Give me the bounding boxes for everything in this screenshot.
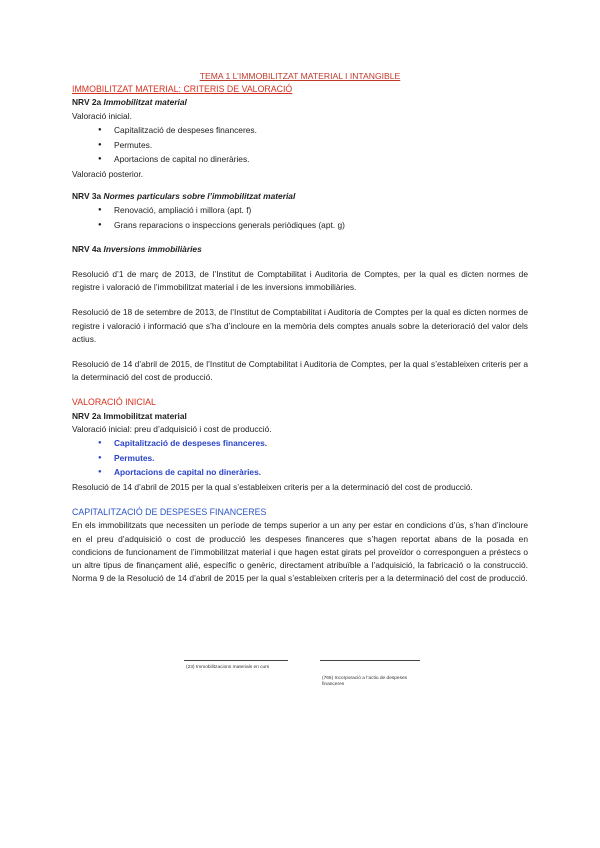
paragraph-resolucio-2013-setembre: Resolució de 18 de setembre de 2013, de l’Institut de Comptabilitat i Auditoria de Comptes per la qual es dicten normes de registre i valoració i informació que s’ha d’incloure en la memòria dels comptes anuals sobre la deterioració del valor dels actius. — [72, 307, 528, 344]
nrv2a-prefix: NRV 2a — [72, 97, 102, 108]
section-heading-capitalitzacio: CAPITALITZACIÓ DE DESPESES FINANCERES — [72, 507, 267, 518]
list-item: ● Renovació, ampliació i millora (apt. f) — [102, 204, 528, 217]
list-item: ● Permutes. — [102, 139, 528, 152]
t-account-left-label: (23) Immobilitzacions materials en curs — [186, 665, 270, 670]
document-title: TEMA 1 L’IMMOBILITZAT MATERIAL I INTANGIBLE — [199, 71, 401, 81]
list-item: ● Capitalització de despeses financeres. — [102, 437, 528, 450]
t-account-right-line — [320, 660, 420, 661]
paragraph-resolucio-2015: Resolució de 14 d’abril de 2015, de l’Institut de Comptabilitat i Auditoria de Comptes, per la qual s’estableixen criteris per a la determinació del cost de producció. — [72, 358, 528, 383]
nrv3a-prefix: NRV 3a — [72, 191, 102, 202]
nrv2a-initial: Valoració inicial. — [72, 110, 132, 121]
nrv4a-heading — [72, 243, 528, 256]
list-item: ● Capitalització de despeses financeres. — [102, 124, 528, 137]
nrv4a-prefix: NRV 4a — [72, 243, 102, 254]
nrv3a-list — [72, 204, 528, 232]
list-item: ● Aportacions de capital no dineràries. — [102, 466, 528, 479]
list-item: ● Permutes. — [102, 452, 528, 465]
list-item: ● Aportacions de capital no dineràries. — [102, 153, 528, 166]
nrv3a-heading — [72, 190, 528, 203]
nrv2a-list — [72, 124, 528, 167]
nrv3a-label: Normes particulars sobre l’immobilitzat material — [103, 191, 296, 202]
nrv2a-posterior: Valoració posterior. — [72, 168, 144, 179]
nrv2a-label: Immobilitzat material — [103, 97, 187, 108]
list-item: ● Grans reparacions o inspeccions generals periòdiques (apt. g) — [102, 219, 528, 232]
paragraph-resolucio-2013-marc: Resolució d’1 de març de 2013, de l’Institut de Comptabilitat i Auditoria de Comptes, per la qual es dicten normes de registre i valoració de l’immobilitzat material i de les inversions immobiliàries. — [72, 268, 528, 293]
section2-list — [72, 437, 528, 480]
section2-closing: Resolució de 14 d’abril de 2015 per la qual s’estableixen criteris per a la determinació del cost de producció. — [72, 482, 473, 493]
section2-intro: Valoració inicial: preu d’adquisició i cost de producció. — [72, 423, 272, 434]
section2-nrv-label: NRV 2a Immobilitzat material — [72, 410, 187, 421]
nrv4a-label: Inversions immobiliàries — [103, 243, 202, 254]
document-page — [72, 70, 528, 586]
nrv2a-heading — [72, 96, 528, 109]
t-account-right-label: (765) Incorporació a l’actiu de despeses financeres — [322, 676, 408, 687]
t-account-left-line — [184, 660, 288, 661]
section-heading-criteris: IMMOBILITZAT MATERIAL: CRITERIS DE VALORACIÓ — [72, 84, 293, 95]
section3-body: En els immobilitzats que necessiten un període de temps superior a un any per estar en condicions d’ús, s’han d’incloure en el preu d’adquisició o cost de producció les despeses financeres que s’hagen reportat abans de la posada en condicions de funcionament de l’immobilitzat material i que hagen estat girats pel proveïdor o corresponguen a préstecs o un altre tipus de finançament alié, específic o genèric, directament atribuïble a l’adquisició, la fabricació o la construcció. Norma 9 de la Resolució de 14 d’abril de 2015 per la qual s’estableixen criteris per a la determinació del cost de producció. — [72, 520, 528, 584]
section-heading-valoracio-inicial: VALORACIÓ INICIAL — [72, 397, 156, 408]
